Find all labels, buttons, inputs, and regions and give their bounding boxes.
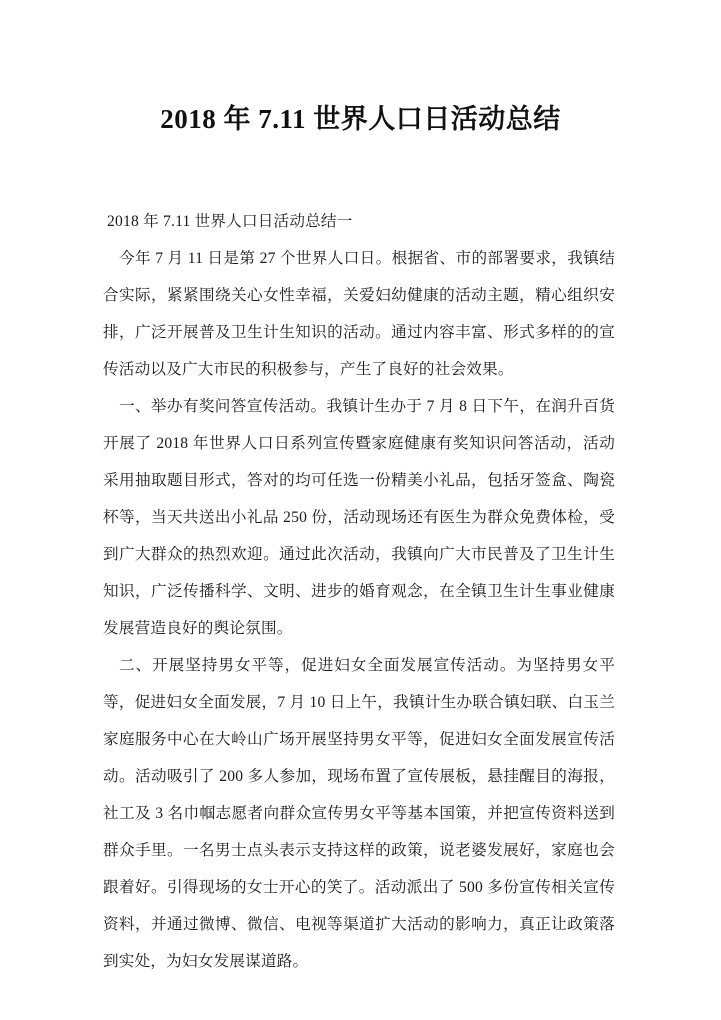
document-body <box>103 203 615 980</box>
paragraph-section-one: 一、举办有奖问答宣传活动。我镇计生办于 7 月 8 日下午，在润升百货开展了 2018 年世界人口日系列宣传暨家庭健康有奖知识问答活动，活动采用抽取题目形式，答对的均可任选一份精美小礼品，包括牙签盒、陶瓷杯等，当天共送出小礼品 250 份，活动现场还有医生为群众免费体检，受到广大群众的热烈欢迎。通过此次活动，我镇向广大市民普及了卫生计生知识，广泛传播科学、文明、进步的婚育观念，在全镇卫生计生事业健康发展营造良好的舆论氛围。 <box>103 398 615 637</box>
document-subtitle: 2018 年 7.11 世界人口日活动总结一 <box>107 213 353 230</box>
page-title: 2018 年 7.11 世界人口日活动总结 <box>160 104 561 135</box>
paragraph-section-two: 二、开展坚持男女平等，促进妇女全面发展宣传活动。为坚持男女平等，促进妇女全面发展，7 月 10 日上午，我镇计生办联合镇妇联、白玉兰家庭服务中心在大岭山广场开展坚持男女平等，促进妇女全面发展宣传活动。活动吸引了 200 多人参加，现场布置了宣传展板，悬挂醒目的海报，社工及 3 名巾帼志愿者向群众宣传男女平等基本国策，并把宣传资料送到群众手里。一名男士点头表示支持这样的政策，说老婆发展好，家庭也会跟着好。引得现场的女士开心的笑了。活动派出了 500 多份宣传相关宣传资料，并通过微博、微信、电视等渠道扩大活动的影响力，真正让政策落到实处，为妇女发展谋道路。 <box>103 657 615 970</box>
paragraph-intro: 今年 7 月 11 日是第 27 个世界人口日。根据省、市的部署要求，我镇结合实际，紧紧围绕关心女性幸福，关爱妇幼健康的活动主题，精心组织安排，广泛开展普及卫生计生知识的活动。通过内容丰富、形式多样的的宣传活动以及广大市民的积极参与，产生了良好的社会效果。 <box>103 250 615 378</box>
